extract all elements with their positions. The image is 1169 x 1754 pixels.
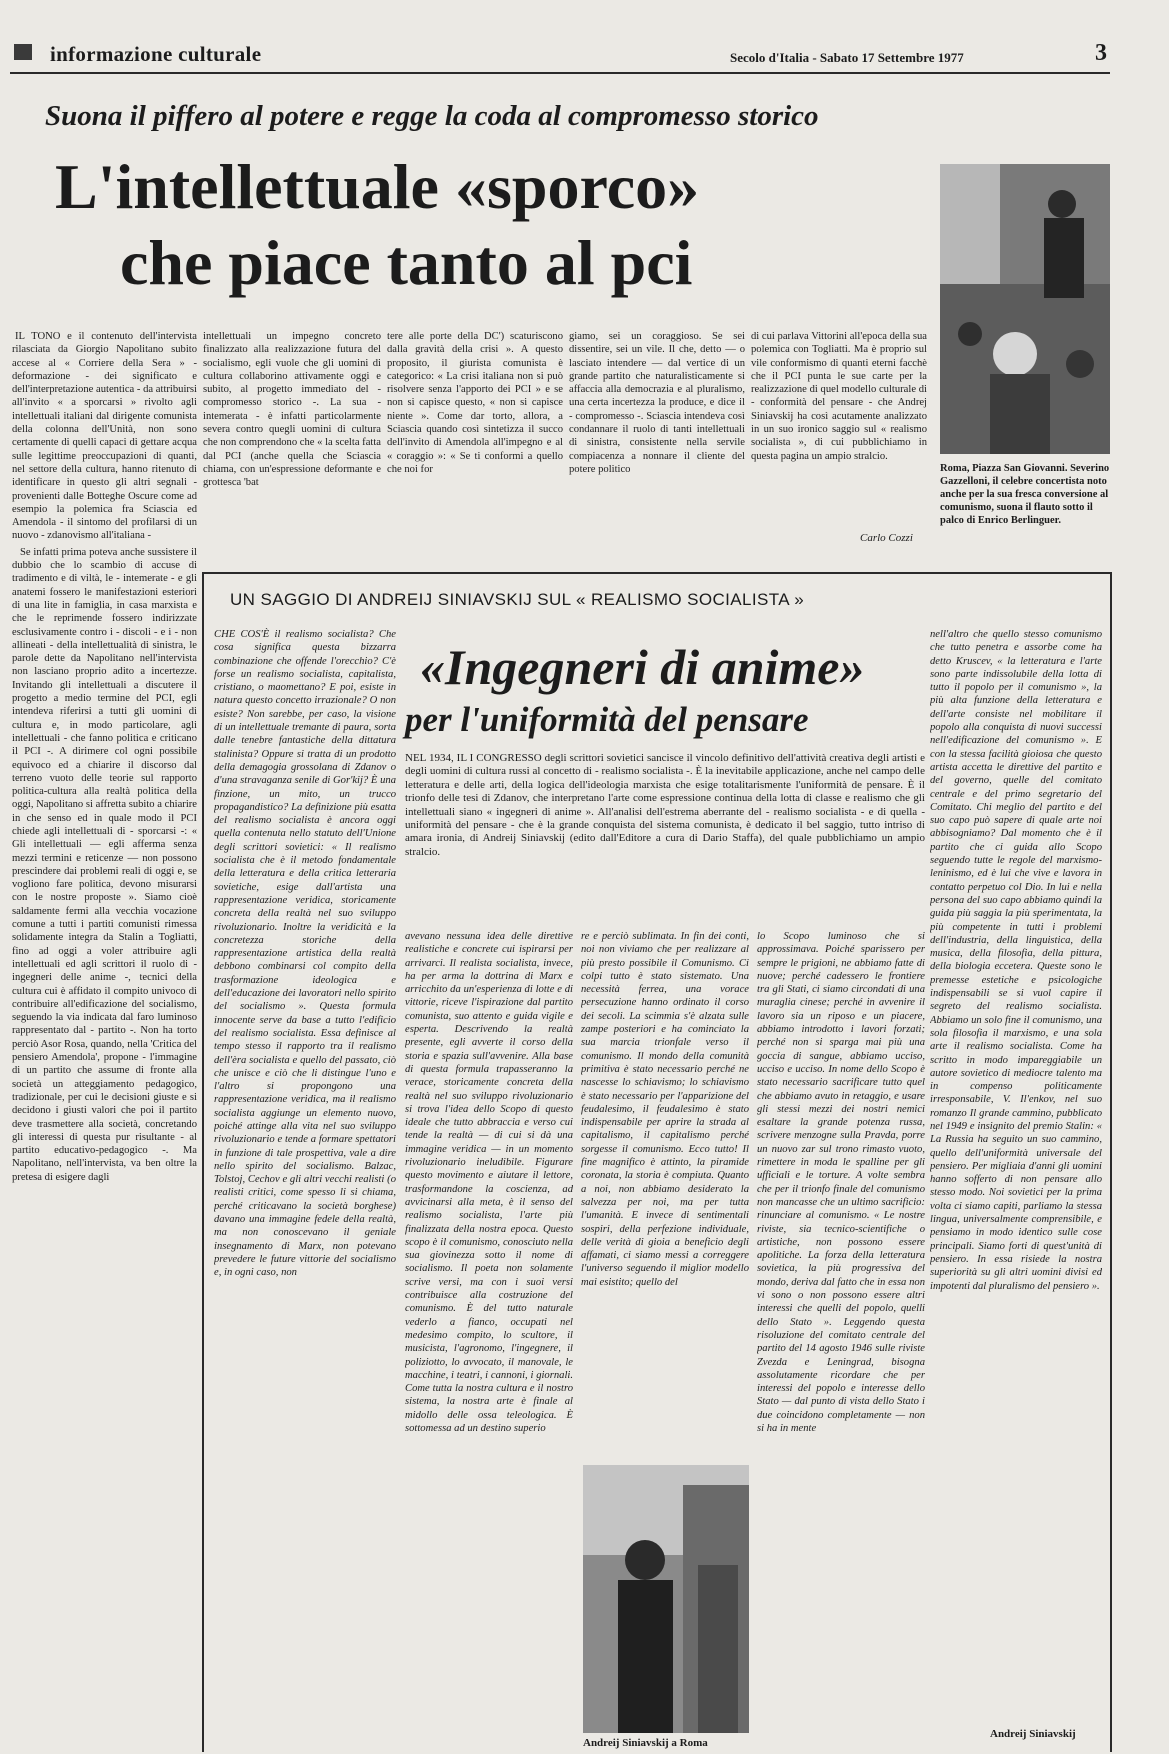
article2-column-3: lo Scopo luminoso che si approssimava. Poiché sparissero per sempre le prigioni, ne abbiamo fatte di nuove; perché cadessero le frontiere tra gli Stati, ci siamo circondati di una muraglia cinese; perché in avvenire il lavoro sia un riposo e un piacere, abbiamo introdotto i lavori forzati; perché non si sparga mai più una goccia di sangue, abbiamo ucciso, ucciso e ucciso. In nome dello Scopo è stato necessario sacrificare tutto quel che abbiamo avuto in retaggio, e usare gli stessi mezzi dei nostri nemici esaltare la grande potenza russa, scrivere menzogne sulla Pravda, porre un nuovo zar sul trono rimasto vuoto, rimettere in moda le spalline per gli ufficiali e le torture. A volte sembra che per il trionfo finale del comunismo non mancasse che un ultimo sacrificio: rinunciare al comunismo. « Le nostre riviste, sia tecnico-scientifiche o artistiche, non possono essere apolitiche. La forza della letteratura sovietica, la più progressiva del mondo, deriva dal fatto che in essa non vi sono o non possono essere altri interessi che quelli del popolo, quelli dello Stato ». Leggendo questa risoluzione del comitato centrale del partito del 14 agosto 1946 sulle riviste Zvezda e Leningrad, bisogna assolutamente ricordare che per interessi del popolo e interesse dello Stato — dal punto di vista dello Stato i due coincidono completamente — non si ha in mente — [757, 931, 925, 1434]
page-number: 3 — [1095, 40, 1107, 66]
concert-photo — [940, 164, 1110, 454]
article2-intro-column — [214, 628, 396, 1750]
article1-title-line1: L'intellettuale «sporco» — [55, 151, 700, 222]
article1-column-2: intellettuali un impegno concreto finalizzato alla realizzazione futura del socialismo, egli vuole che gli uomini di cultura collaborino attivamente oggi e subito, al progetto immediato del - compromesso storico -. La sua - intemerata - è infatti particolarmente severa contro quegli uomini di cultura che non comprendono che « la scelta fatta dal PCI (anche quella che Sciascia chiama, con un'espressione deformante e grottesca 'bat — [203, 331, 381, 489]
header-rule — [10, 72, 1110, 74]
article2-kicker: UN SAGGIO DI ANDREIJ SINIAVSKIJ SUL « REALISMO SOCIALISTA » — [230, 590, 805, 609]
article2-title: «Ingegneri di anime» — [420, 639, 865, 695]
article1-column-4: giamo, sei un coraggioso. Se sei dissentire, sei un vile. Il che, detto — o lasciato intendere — dal vertice di un grande partito che naturalisticamente si affaccia alla democrazia e al pluralismo, una certa incertezza la produce, e dice il - compromesso -. Sciascia intendeva così condannare il ruolo di tanti intellettuali di sinistra, consistente nella servile compiacenza a nonnare il cliente del potere politico — [569, 331, 745, 475]
article1-column-1-text: IL TONO e il contenuto dell'intervista rilasciata da Giorgio Napolitano subito accese al « Corriere della Sera » - deformazione - dei significato e dell'interpretazione autentica - da attribuirsi all'invito « a sporcarsi » rivolto agli intellettuali italiani dal dirigente comunista della colonna dell'Unità, non sono certamente di quelli capaci di gettare acqua sulle legittime preoccupazioni di quanti, nel settore della cultura, hanno ritenuto di identificare in questo gli altri segnali - provenienti dalle Botteghe Oscure come ad esempio la polemica fra Sciascia ed Amendola - il sintomo del profilarsi di un nuovo - zdanovismo all'italiana - — [12, 331, 197, 542]
article1-signature: Carlo Cozzi — [860, 532, 913, 544]
siniavskij-photo-image — [583, 1465, 749, 1733]
concert-photo-image — [940, 164, 1110, 454]
article2-column-4: nell'altro che quello stesso comunismo che tutto penetra e assorbe come ha detto Kruscev, « la letteratura e l'arte sono parte indissolubile della lotta di tutto il popolo per il comunismo », la più alta funzione della letteratura e dell'arte consiste nel mobilitare il popolo alla conquista di nuovi successi nell'edificazione del comunismo ». E con la stessa facilità gioiosa che questo artista accetta le direttive del partito e del governo, quelle del comitato centrale e del primo segretario del Comitato. Chi meglio del partito e del suo capo può sapere di quale arte noi abbisogniamo? Dal momento che è il partito che ci guida allo Scopo seguendo tutte le regole del marxismo-leninismo, ed è lui che vive e lavora in contatto perpetuo col Dio. In lui e nella persona del suo capo abbiamo quindi la guida più saggia la più sperimentata, la più competente in tutti i problemi dell'industria, della linguistica, della musica, della filosofia, della pittura, della biologia eccetera. Queste sono le premesse estetiche e psicologiche indispensabili se si vuol capire il segreto del realismo socialista. Abbiamo un solo fine il comunismo, una sola filosofia il marxismo, e una sola arte il realismo socialista. Come ha scritto in modo impareggiabile un autore sovietico di mediocre talento ma in compenso politicamente irresponsabile, V. Il'enkov, nel suo romanzo Il grande cammino, pubblicato nel 1949 e insignito del premio Stalin: « La Russia ha seguito un suo cammino, quello dell'uniformità universale del pensiero. Per migliaia d'anni gli uomini hanno sofferto di non pensare allo stesso modo. Noi sovietici per la prima volta ci siamo capiti, parliamo la stessa lingua, universalmente comprensibile, e pensiamo in modo identico sulle cose principali. Siamo forti di quest'unità di pensiero. In essa risiede la nostra superiorità su gli altri uomini divisi ed impotenti dal pluralismo del pensiero ». — [930, 629, 1102, 1292]
article2-signature: Andreij Siniavskij — [990, 1728, 1076, 1740]
article2-subtitle: per l'uniformità del pensare — [405, 700, 809, 739]
concert-photo-caption: Roma, Piazza San Giovanni. Severino Gazzelloni, il celebre concertista noto anche per la sua fresca conversione al comunismo, suona il flauto sotto il palco di Enrico Berlinguer. — [940, 463, 1110, 526]
article1-title-line2: che piace tanto al pci — [120, 227, 693, 298]
article1-column-3: tere alle porte della DC') scaturiscono dalla gravità della crisi ». A questo proposito, il giurista comunista è categorico: « La crisi italiana non si può risolvere senza l'apporto dei PCI » e se non si capisce questo, « non si capisce niente ». Come dar torto, allora, a Sciascia quando così sintetizza il succo dell'invito di Amendola all'impegno e al « coraggio »: « Se ti conformi a quello che noi for — [387, 331, 563, 475]
article1-column-5: di cui parlava Vittorini all'epoca della sua polemica con Togliatti. Ma è proprio sul vile conformismo di quanti eterni facchè che il PCI punta le sue carte per la realizzazione di quel modello culturale di - conformità del pensare - che Andrej Siniavskij ha così acutamente analizzato in un suo ironico saggio sul « realismo socialista », di cui pubblichiamo in questa pagina un ampio stralcio. — [751, 331, 927, 462]
article2-column-1: avevano nessuna idea delle direttive realistiche e concrete cui ispirarsi per arrivarci. Il realista socialista, invece, ha per arma la dottrina di Marx e arricchito da un'esperienza di lotte e di vittorie, riceve l'ispirazione dal partito comunista, suo attento e guida vigile e esperta. Descrivendo la realtà presente, egli avverte il corso della storia e spazia sull'avvenire. Alla base di questa formula trapasseranno la verace, storicamente concreta della realtà nel suo sviluppo rivoluzionario si trova l'idea dello Scopo di questo ideale che tutto abbraccia e verso cui tende la realtà — di cui si dà una immagine veridica — in un momento rivoluzionario ineludibile. Figurare questo movimento e aiutare il lettore, trasformandone la coscienza, ad avvicinarsi alla meta, è il senso del realismo socialista, l'arte più finalizzata della nostra epoca. Questo scopo è il comunismo, conosciuto nella sua giovinezza sotto il nome di socialismo. Il poeta non solamente scrive versi, ma con i suoi versi contribuisce alla costruzione del comunismo. È del tutto naturale vederlo a fianco, occupati nel medesimo compito, lo scultore, il musicista, l'agronomo, l'ingegnere, il poliziotto, lo avvocato, il manovale, le macchine, i teatri, i cannoni, i giornali. Come tutta la nostra cultura e il nostro sistema, la nostra arte è finale al midollo delle ossa teleologica. È sottomessa ad un destino superio — [405, 931, 573, 1434]
section-label: informazione culturale — [50, 42, 262, 66]
article1-column-1-continuation: Se infatti prima poteva anche sussistere il dubbio che lo scambio di accuse di tradimento e di viltà, le - intemerate - e gli anatemi fossero le manifestazioni esteriori di una lite in famiglia, in casa marxista e che le reprimende fossero indirizzate esclusivamente contro i - discoli - e i - non allineati - della intellettualità di sinistra, le parole dette da Napolitano nell'intervista non lasciano proprio adito a incertezze. Invitando gli intellettuali a discutere il progetto a medio termine del PCI, egli intendeva riferirsi a tutti gli uomini di cultura e, in modo particolare, agli intellettuali - che fanno politica e criticano il PCI -. A dirimere col ogni possibile equivoco ed a chiarire il discorso dal terreno vuoto delle teorie sul rapporto politica-cultura alla realtà politica della oggi, Napolitano si affretta subito a chiarire in che senso ed in quale modo il PCI chiede agli intellettuali di - sporcarsi -: « Gli intellettuali — egli afferma senza mezzi termini e reticenze — non possono prescindere dai problemi reali di oggi e, se vogliono fare politica, devono misurarsi con le nostre proposte ». Siamo cioè saldamente fermi alla vecchia vocazione comune a tutti i partiti comunisti rimessa solidamente integra da Stalin a Togliatti, fino ad oggi a voler attribuire agli intellettuali ed agli scrittori il ruolo di - ingegneri delle anime -, tecnici della cultura cui è affidato il compito univoco di contribuire all'edificazione del socialismo, seguendo la via indicata dal faro luminoso rappresentato dal - partito -. Non ha torto perciò Asor Rosa, quando, nella 'Critica del pensiero Amendola', propone - l'immagine di un partito che assume di fronte alla società un atteggiamento pedagogico, tradizionale, per cui le decisioni giuste e si decidono i giusti valori che poi il partito deve trasmettere alla società, concretando gli interessi di questa pur risultante - al partito educativo-pedagogico -. Ma Napolitano, nell'intervista, va ben oltre la pretesa di esigere dagli — [12, 546, 197, 1183]
dateline: Secolo d'Italia - Sabato 17 Settembre 1977 — [730, 50, 964, 65]
article1-column-1 — [12, 330, 197, 1750]
article1-kicker: Suona il piffero al potere e regge la coda al compromesso storico — [45, 100, 819, 132]
siniavskij-photo-caption: Andreij Siniavskij a Roma — [583, 1737, 708, 1749]
article2-lead: NEL 1934, IL I CONGRESSO degli scrittori sovietici sancisce il vincolo definitivo dell'attività creativa degli artisti e degli uomini di cultura russi al concetto di - realismo socialista -. È la inevitabile applicazione, anche nel campo delle letteratura e delle arti, della logica dell'ideologia marxista che esige totalitarismente l'uniformità de pensare. È il trionfo delle tesi di Zdanov, che interpretano l'arte come espressione continua della lotta di classe e realismo che gli intellettuali siano « ingegneri di anime ». All'analisi dell'estrema aberrante del - realismo socialista - e di quella - uniformità del pensare - che è la grande conquista del sistema comunista, è dedicato il bel saggio, tutto intriso di amara ironia, di Andreij Siniavskij (edito dall'Editore a cura di Dario Staffa), del quale pubblichiamo un ampio stralcio. — [405, 752, 925, 858]
article2-column-2: re e perciò sublimata. In fin dei conti, noi non viviamo che per realizzare al più presto possibile il Comunismo. Ci colpi tutto è stato sistemato. Una necessità ferrea, una vorace persecuzione hanno ordinato il corso dei secoli. La scimmia s'è alzata sulle zampe posteriori e ha cominciato la sua marcia trionfale verso il comunismo. Il mondo della comunità primitiva è stato necessario perché ne nascesse lo schiavismo; lo schiavismo è stato necessario per l'apparizione del feudalesimo, il feudalesimo è stato indispensabile per aprire la strada al capitalismo, il capitalismo perché sorgesse il comunismo. Ecco tutto! Il fine magnifico è attinto, la piramide coronata, la storia è compiuta. Quanto a noi, non abbiamo desiderato la salvezza per noi, ma per tutta l'umanità. E invece di sentimentali sospiri, della perfezione individuale, delle verità di gioia a beneficio degli affamati, ci siamo messi a correggere l'universo seguendo il miglior modello mai esistito; quello del — [581, 931, 749, 1288]
section-logo-icon — [14, 44, 32, 60]
siniavskij-photo — [583, 1465, 749, 1733]
article2-intro-text: CHE COS'È il realismo socialista? Che cosa significa questa bizzarra combinazione che offende l'orecchio? C'è forse un realismo socialista, capitalista, cristiano, o maomettano? E poi, esiste in natura questo concetto irrazionale? O non esiste? Non sarebbe, per caso, la visione di un intellettuale tremante di paura, sorta dalle tenebre fantastiche della dittatura stalinista? Oppure si tratta di un prodotto della demagogia grossolana di Zdanov o d'una stravaganza senile di Gor'kij? È una finzione, un mito, un trucco propagandistico? La definizione più esatta del realismo socialista è ancora oggi quella contenuta nello statuto dell'Unione degli scrittori sovietici: « Il realismo socialista che è il metodo fondamentale della letteratura e della critica letteraria sovietiche, esige dall'artista una rappresentazione veridica, storicamente concreta della realtà nel suo sviluppo rivoluzionario. Inoltre la veridicità e la concretezza storiche della rappresentazione artistica della realtà debbono combinarsi col compito della trasformazione ideologica e dell'educazione dei lavoratori nello spirito del socialismo ». Questa formula innocente serve da base a tutto l'edificio del realismo socialista. Essa definisce al tempo stesso il rapporto tra il realismo dell'èra socialista e quello del passato, ciò che unisce e ciò che li distingue l'uno e l'altro si propongono una rappresentazione veridica, ma il realismo socialista aggiunge un elemento nuovo, poiché attinge alla vita nel suo sviluppo rivoluzionario e tende a formare spettatori in funzione di tale prospettiva, vale a dire nello spirito del socialismo. Balzac, Tolstoj, Cechov e gli altri vecchi realisti (o realisti critici, come spesso li si chiama, perché criticavano la società borghese) davano una immagine fedele della realtà, ma non conoscevano il geniale insegnamento di Marx, non potevano prevedere le future vittorie del socialismo e, in ogni caso, non — [214, 629, 396, 1279]
